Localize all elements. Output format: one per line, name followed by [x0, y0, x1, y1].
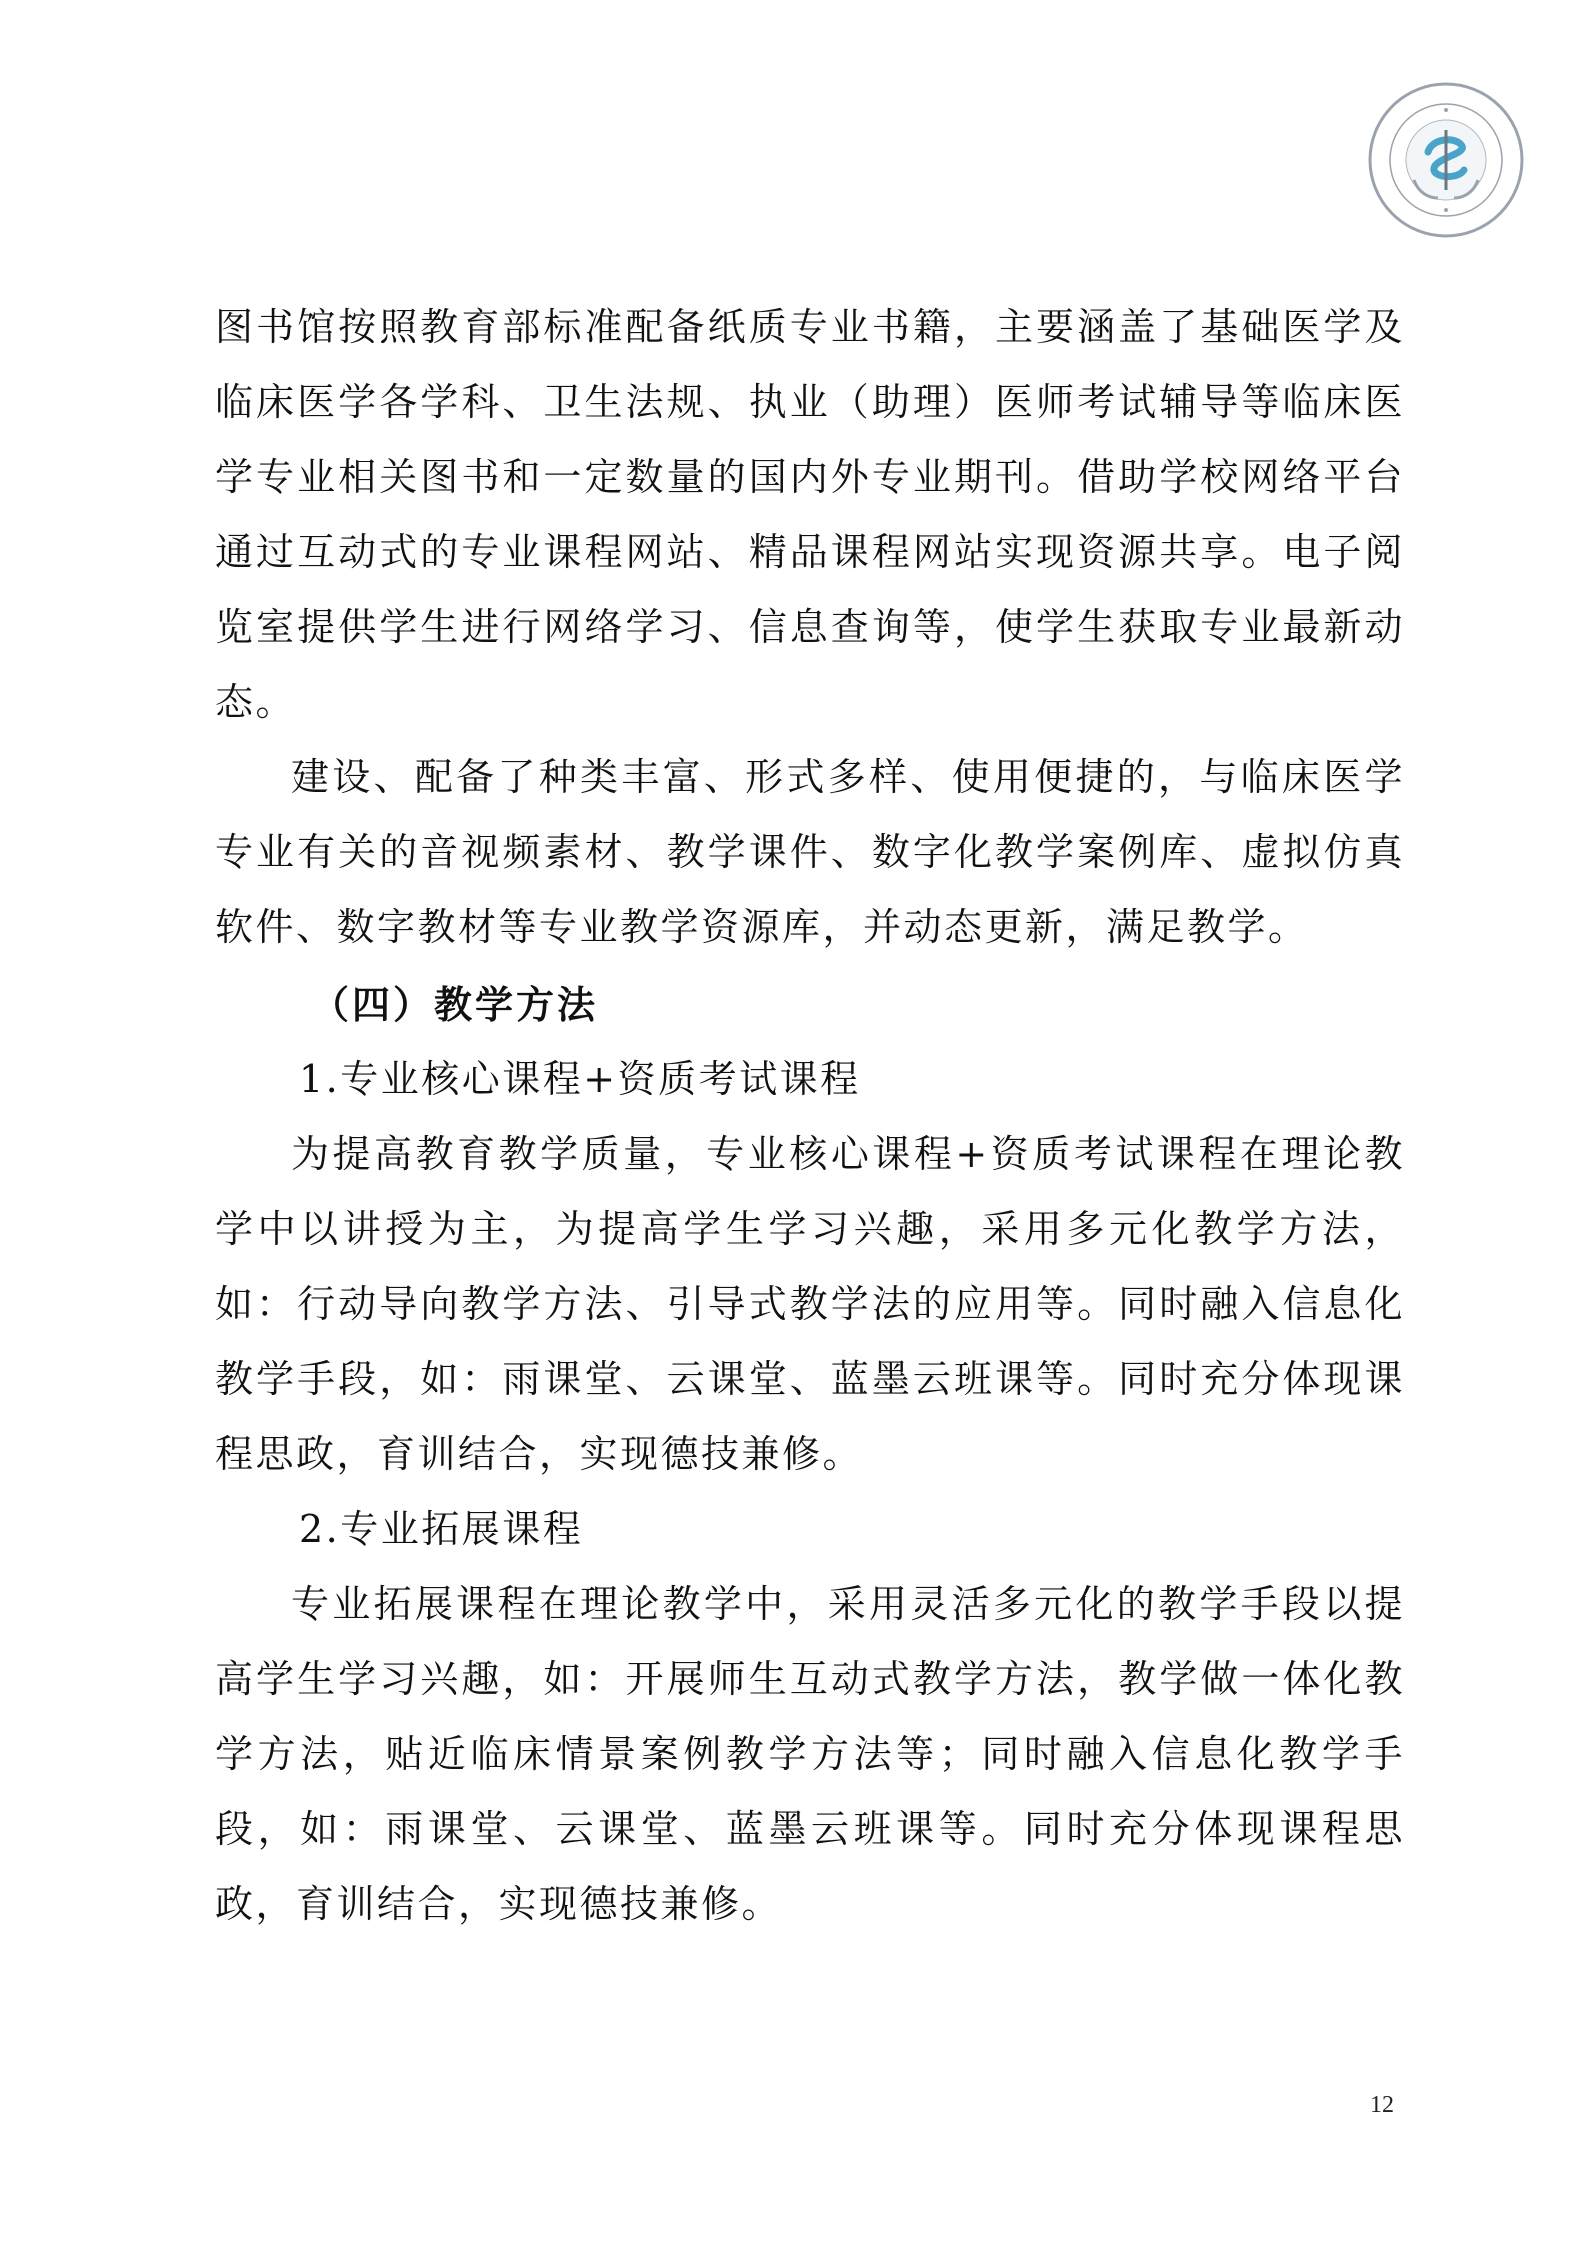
paragraph-extension-courses: 专业拓展课程在理论教学中，采用灵活多元化的教学手段以提高学生学习兴趣，如：开展师生互动式教学方法，教学做一体化教学方法，贴近临床情景案例教学方法等；同时融入信息化教学手段，如：雨课堂、云课堂、蓝墨云班课等。同时充分体现课程思政，育训结合，实现德技兼修。: [215, 1582, 1405, 1926]
page-number: 12: [1370, 2092, 1394, 2118]
subheading-extension-courses: 2.专业拓展课程: [299, 1507, 584, 1551]
subheading-core-courses: 1.专业核心课程+资质考试课程: [299, 1057, 861, 1101]
college-logo: [1366, 80, 1526, 240]
paragraph-library-resources: 图书馆按照教育部标准配备纸质专业书籍，主要涵盖了基础医学及临床医学各学科、卫生法规、执业（助理）医师考试辅导等临床医学专业相关图书和一定数量的国内外专业期刊。借助学校网络平台通过互动式的专业课程网站、精品课程网站实现资源共享。电子阅览室提供学生进行网络学习、信息查询等，使学生获取专业最新动态。: [215, 305, 1405, 724]
section-heading-teaching-methods: （四）教学方法: [311, 982, 599, 1027]
college-seal-icon: [1366, 80, 1526, 240]
paragraph-digital-resources: 建设、配备了种类丰富、形式多样、使用便捷的，与临床医学专业有关的音视频素材、教学课件、数字化教学案例库、虚拟仿真软件、数字教材等专业教学资源库，并动态更新，满足教学。: [215, 755, 1405, 949]
paragraph-core-courses: 为提高教育教学质量，专业核心课程+资质考试课程在理论教学中以讲授为主，为提高学生学习兴趣，采用多元化教学方法，如：行动导向教学方法、引导式教学法的应用等。同时融入信息化教学手段，如：雨课堂、云课堂、蓝墨云班课等。同时充分体现课程思政，育训结合，实现德技兼修。: [215, 1132, 1405, 1476]
document-body: [215, 290, 1405, 1942]
